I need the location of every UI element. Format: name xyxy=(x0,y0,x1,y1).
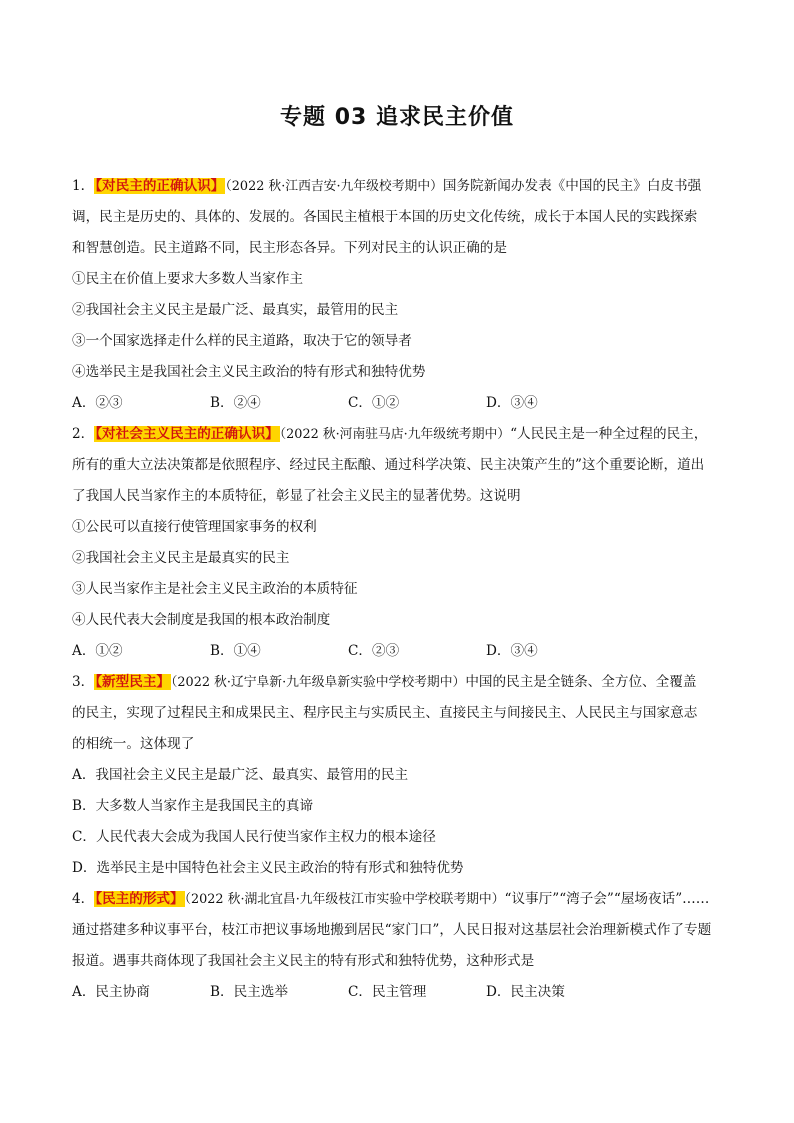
option-c: C．②③ xyxy=(348,643,400,659)
stem-line: 和智慧创造。民主道路不同，民主形态各异。下列对民主的认识正确的是 xyxy=(72,240,507,256)
option-b: B．①④ xyxy=(210,643,261,659)
stem-line: 的民主，实现了过程民主和成果民主、程序民主与实质民主、直接民主与间接民主、人民民主与国家意志 xyxy=(72,705,698,721)
question-first-line xyxy=(72,419,724,450)
question-source: （2022 秋·江西吉安·九年级校考期中） xyxy=(225,179,443,194)
question-number: 4． xyxy=(72,891,95,907)
stem-line: 国务院新闻办发表《中国的民主》白皮书强 xyxy=(442,178,702,194)
answer-options xyxy=(72,636,724,667)
option-a: A．②③ xyxy=(72,395,123,411)
choice-c: C．人民代表大会成为我国人民行使当家作主权力的根本途径 xyxy=(72,829,436,845)
option-c: C．民主管理 xyxy=(348,984,427,1000)
stem-line: 中国的民主是全链条、全方位、全覆盖 xyxy=(465,674,697,690)
question-number: 2． xyxy=(72,426,95,442)
topic-tag: 【对社会主义民主的正确认识】 xyxy=(95,426,279,442)
stem-line: 调，民主是历史的、具体的、发展的。各国民主植根于本国的历史文化传统，成长于本国人民的实践探索 xyxy=(72,209,698,225)
stem-line: “人民民主是一种全过程的民主， xyxy=(510,426,708,442)
stem-line: 了我国人民当家作主的本质特征，彰显了社会主义民主的显著优势。这说明 xyxy=(72,488,521,504)
question-number: 3． xyxy=(72,674,95,690)
option-d: D．③④ xyxy=(486,395,538,411)
topic-tag: 【对民主的正确认识】 xyxy=(95,178,225,194)
answer-options xyxy=(72,388,724,419)
topic-tag: 【民主的形式】 xyxy=(95,891,184,907)
stem-line: 的相统一。这体现了 xyxy=(72,736,195,752)
stem-line: “议事厅”“湾子会”“屋场夜话”…… xyxy=(504,891,710,907)
stem-line: 所有的重大立法决策都是依照程序、经过民主酝酿、通过科学决策、民主决策产生的”这个重要论断，道出 xyxy=(72,457,705,473)
statement: ③一个国家选择走什么样的民主道路，取决于它的领导者 xyxy=(72,333,412,349)
question-first-line xyxy=(72,667,724,698)
statement: ③人民当家作主是社会主义民主政治的本质特征 xyxy=(72,581,358,597)
question-first-line xyxy=(72,171,724,202)
question-source: （2022 秋·河南驻马店·九年级统考期中） xyxy=(279,427,511,442)
option-c: C．①② xyxy=(348,395,400,411)
question-list xyxy=(72,171,724,1008)
statement: ②我国社会主义民主是最广泛、最真实，最管用的民主 xyxy=(72,302,399,318)
question-3 xyxy=(72,667,724,884)
question-4 xyxy=(72,884,724,1008)
answer-options xyxy=(72,977,724,1008)
option-d: D．③④ xyxy=(486,643,538,659)
choice-d: D．选举民主是中国特色社会主义民主政治的特有形式和独特优势 xyxy=(72,860,464,876)
option-d: D．民主决策 xyxy=(486,984,565,1000)
option-a: A．民主协商 xyxy=(72,984,150,1000)
option-b: B．民主选举 xyxy=(210,984,288,1000)
question-2 xyxy=(72,419,724,667)
question-source: （2022 秋·湖北宜昌·九年级枝江市实验中学校联考期中） xyxy=(184,892,505,907)
option-a: A．①② xyxy=(72,643,123,659)
choice-a: A．我国社会主义民主是最广泛、最真实、最管用的民主 xyxy=(72,767,409,783)
option-b: B．②④ xyxy=(210,395,261,411)
statement: ①民主在价值上要求大多数人当家作主 xyxy=(72,271,304,287)
question-number: 1． xyxy=(72,178,95,194)
statement: ④选举民主是我国社会主义民主政治的特有形式和独特优势 xyxy=(72,364,426,380)
question-1 xyxy=(72,171,724,419)
stem-line: 报道。遇事共商体现了我国社会主义民主的特有形式和独特优势，这种形式是 xyxy=(72,953,535,969)
statement: ①公民可以直接行使管理国家事务的权利 xyxy=(72,519,317,535)
question-source: （2022 秋·辽宁阜新·九年级阜新实验中学校考期中） xyxy=(171,675,466,690)
topic-tag: 【新型民主】 xyxy=(95,674,171,690)
statement: ④人民代表大会制度是我国的根本政治制度 xyxy=(72,612,331,628)
question-first-line xyxy=(72,884,724,915)
statement: ②我国社会主义民主是最真实的民主 xyxy=(72,550,290,566)
choice-b: B．大多数人当家作主是我国民主的真谛 xyxy=(72,798,314,814)
stem-line: 通过搭建多种议事平台，枝江市把议事场地搬到居民“家门口”，人民日报对这基层社会治理新模式作了专题 xyxy=(72,922,712,938)
page-title: 专题 03 追求民主价值 xyxy=(280,105,514,130)
